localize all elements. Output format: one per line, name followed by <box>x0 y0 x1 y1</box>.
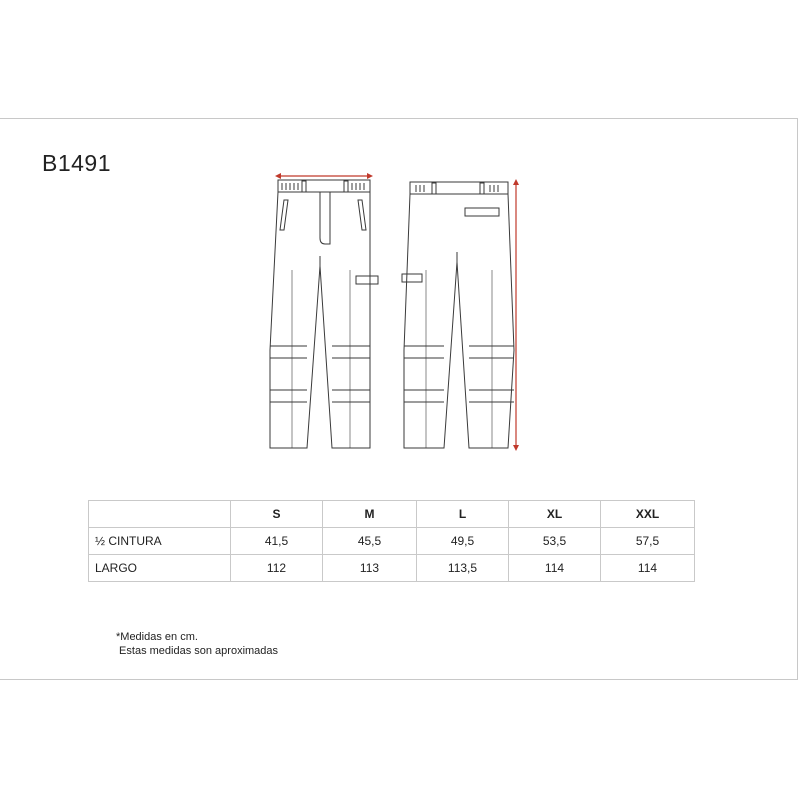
table-cell: 53,5 <box>509 528 601 555</box>
table-cell: 45,5 <box>323 528 417 555</box>
table-cell: 113 <box>323 555 417 582</box>
table-header-cell <box>89 501 231 528</box>
table-cell: 49,5 <box>417 528 509 555</box>
product-code: B1491 <box>42 150 112 176</box>
table-row <box>89 528 695 555</box>
measurement-notes <box>116 630 278 658</box>
table-header-cell: XXL <box>601 501 695 528</box>
front-pants-view <box>270 180 378 448</box>
back-pants-view <box>402 182 514 448</box>
table-header-cell: S <box>231 501 323 528</box>
table-cell: 114 <box>509 555 601 582</box>
table-header-cell: L <box>417 501 509 528</box>
table-header-cell: XL <box>509 501 601 528</box>
note-approximate: Estas medidas son aproximadas <box>116 645 279 657</box>
table-header-row <box>89 501 695 528</box>
table-cell: 114 <box>601 555 695 582</box>
table-cell: 57,5 <box>601 528 695 555</box>
table-cell: 41,5 <box>231 528 323 555</box>
size-table <box>88 500 695 582</box>
table-cell: 112 <box>231 555 323 582</box>
row-label: LARGO <box>89 555 231 582</box>
table-cell: 113,5 <box>417 555 509 582</box>
pants-technical-drawing <box>262 170 532 460</box>
table-header-cell: M <box>323 501 417 528</box>
row-label: ½ CINTURA <box>89 528 231 555</box>
table-row <box>89 555 695 582</box>
note-units: *Medidas en cm. <box>116 631 198 643</box>
